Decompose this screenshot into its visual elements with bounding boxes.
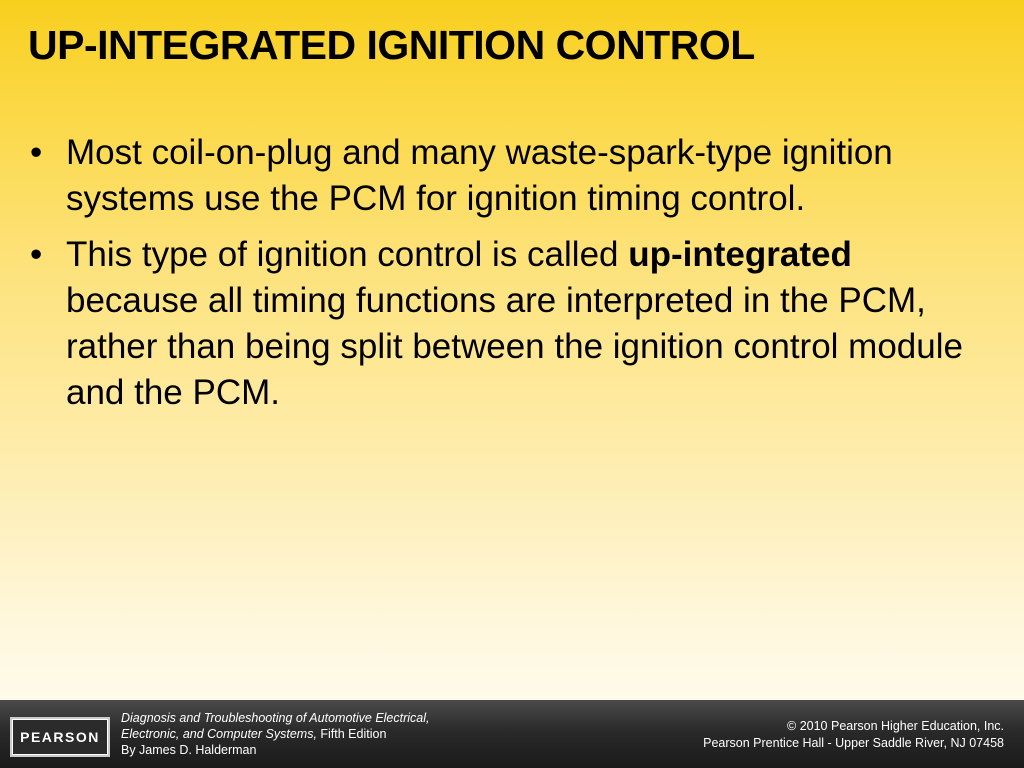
- book-author: By James D. Halderman: [121, 743, 257, 757]
- book-title-line2-wrapper: [121, 726, 430, 742]
- copyright-info: [703, 718, 1004, 752]
- bullet-item: [28, 130, 988, 222]
- bullet-item: [28, 232, 988, 416]
- bullet-text-after: because all timing functions are interpreted in the PCM, rather than being split between the ignition control module and the PCM.: [66, 281, 963, 412]
- pearson-logo-text: PEARSON: [13, 720, 107, 754]
- book-info: [121, 710, 430, 758]
- bullet-marker: •: [30, 133, 43, 172]
- pearson-logo: [10, 717, 110, 757]
- bullet-text: Most coil-on-plug and many waste-spark-type ignition systems use the PCM for ignition timing control.: [66, 133, 893, 218]
- publisher-text: Pearson Prentice Hall - Upper Saddle River, NJ 07458: [703, 736, 1004, 750]
- bullet-marker: •: [30, 235, 43, 274]
- slide-title: UP-INTEGRATED IGNITION CONTROL: [28, 22, 755, 68]
- bullet-bold-term: up-integrated: [628, 235, 852, 274]
- bullet-list: [28, 130, 988, 426]
- copyright-text: © 2010 Pearson Higher Education, Inc.: [787, 719, 1004, 733]
- book-edition: Fifth Edition: [316, 727, 387, 741]
- book-title-line2: Electronic, and Computer Systems,: [121, 727, 317, 741]
- footer-bar: [0, 700, 1024, 768]
- book-title-line1: Diagnosis and Troubleshooting of Automotive Electrical,: [121, 711, 430, 725]
- bullet-text-before: This type of ignition control is called: [66, 235, 629, 274]
